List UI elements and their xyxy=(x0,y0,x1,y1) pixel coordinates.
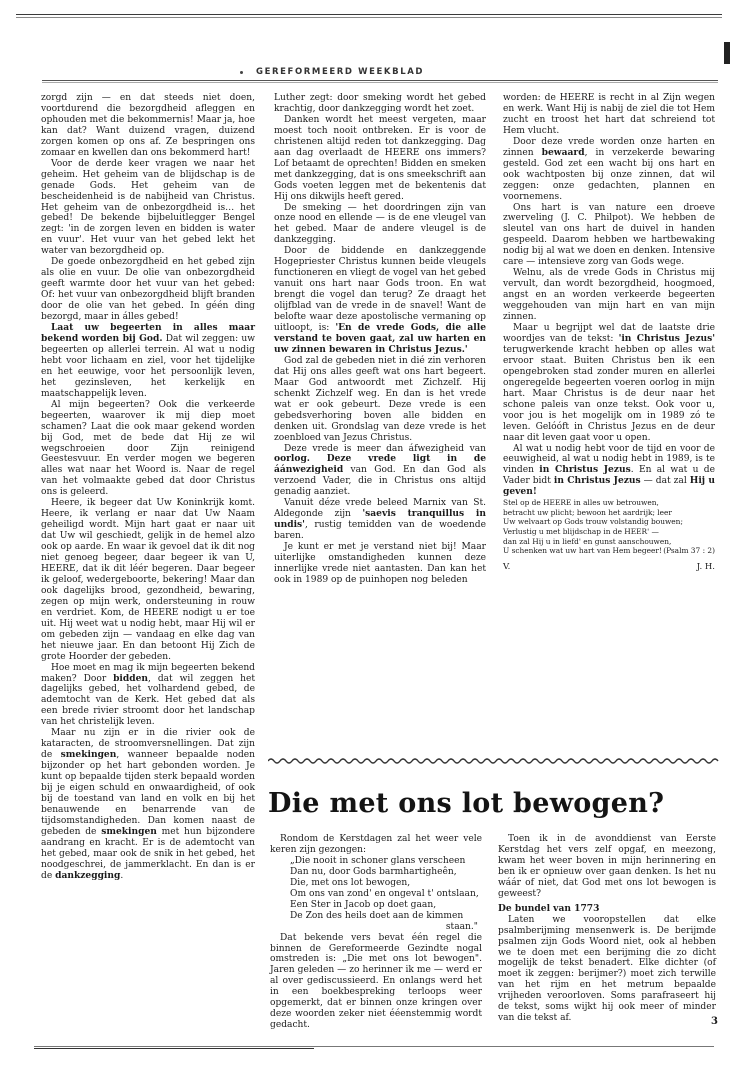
article-title: Die met ons lot bewogen? xyxy=(268,788,665,819)
text-run: met hun bijzondere aandrang en kracht. Er is de ademtocht van het gebed, maar ook de snik in het gebed, het noodgeschrei, de jammerklacht. En dan is er de xyxy=(41,826,255,881)
paragraph: Luther zegt: door smeking wordt het gebed krachtig, door dankzegging wordt het zoet. xyxy=(274,93,486,114)
paragraph xyxy=(274,246,486,356)
paragraph xyxy=(274,498,486,542)
paragraph xyxy=(274,444,486,499)
paragraph: Je kunt er met je verstand niet bij! Maar uiterlijke omstandigheden kunnen deze innerlijke vrede niet aantasten. Dan kan het ook in 1989 op de puinhopen nog beleden xyxy=(274,542,486,585)
bold-phrase: smekingen xyxy=(60,749,117,761)
paragraph: Voor de derde keer vragen we naar het geheim. Het geheim van de blijdschap is de genade Gods. Het geheim van de bescheidenheid is de nabijheid van Christus. Het geheim van de onbezorgdheid is… het gebed! De bekende bijbeluitlegger Bengel zegt: 'in de zorgen leven en bidden is water en vuur'. Het vuur van het gebed lekt het water van bezorgdheid op. xyxy=(41,158,255,257)
page-number: 3 xyxy=(711,1016,718,1027)
text-run: Maar nu zijn er in die rivier ook de kataracten, de stroomversnellingen. Dat zijn de xyxy=(41,728,255,761)
text-run: . En al wat u de Vader bidt xyxy=(503,465,716,487)
running-header: GEREFORMEERD WEEKBLAD xyxy=(256,67,425,77)
bold-phrase: in Christus Jezus xyxy=(539,464,631,476)
paragraph: Welnu, als de vrede Gods in Christus mij vervult, dan wordt bezorgdheid, hoogmoed, angst en an worden verkeerde begeerten weggehouden van mijn hart en van mijn zinnen. xyxy=(503,268,715,323)
paragraph: worden: de HEERE is recht in al Zijn wegen en werk. Want Hij is nabij de ziel die tot Hem zucht en troost het hart dat schreiend tot Hem vlucht. xyxy=(503,93,715,136)
section-subheading: De bundel van 1773 xyxy=(498,902,600,914)
poem-line: Verlustig u met blijdschap in de HEER' — xyxy=(503,527,659,537)
bold-phrase: dankzegging xyxy=(55,869,121,881)
paragraph xyxy=(503,444,715,499)
text-run: Hoe moet en mag ik mijn begeerten bekend maken? Door xyxy=(41,662,255,684)
column-3 xyxy=(503,93,715,573)
bold-phrase: 'in Christus Jezus' xyxy=(618,332,715,344)
signature-row xyxy=(503,562,715,573)
paragraph: Ons hart is van nature een droeve zwerveling (J. C. Philpot). We hebben de sleutel van ons hart de duivel in handen gespeeld. Daarom hebben we hartbewaking nodig bij al wat we doen en denken. Intensive care — intensieve zorg van Gods wege. xyxy=(503,202,715,268)
paragraph: De goede onbezorgdheid en het gebed zijn als olie en vuur. De olie van onbezorgdheid geeft warmte door het vuur van het gebed: Of: het vuur van onbezorgdheid blijft branden door de olie van het gebed. In géén ding bezorgd, maar in álles gebed! xyxy=(41,257,255,323)
article2-column-2 xyxy=(498,834,716,1024)
text-run: Door deze vrede worden onze harten en zinnen xyxy=(503,136,715,158)
text-run: , rustig temidden van de woedende baren. xyxy=(274,520,486,542)
wavy-divider xyxy=(268,757,720,765)
verse-line: „Die nooit in schoner glans verscheen xyxy=(290,855,466,866)
bold-phrase: oorlog. Deze vrede ligt in de áánwezigheid xyxy=(274,453,486,476)
text-run: . xyxy=(120,870,124,881)
paragraph xyxy=(41,663,255,729)
bold-phrase: bidden xyxy=(113,672,149,684)
paragraph: zorgd zijn — en dat steeds niet doen, voortdurend die bezorgdheid afleggen en ophouden met die bekommernis! Maar ja, hoe kan dat? Want duizend vragen, duizend zorgen komen op ons af. Ze bespringen ons zomaar en kwellen dan ons bekommerd hart! xyxy=(41,93,255,158)
bold-phrase: 'saevis tranquillus in undis' xyxy=(274,508,486,531)
header-dot xyxy=(240,71,243,74)
scan-corner-mark xyxy=(724,42,730,64)
text-run: Al wat u nodig hebt voor de tijd en voor de eeuwigheid, al wat u nodig hebt in 1989, is te vinden xyxy=(503,443,715,476)
paragraph: Laten we vooropstellen dat elke psalmberijming mensenwerk is. De berijmde psalmen zijn Gods Woord niet, ook al hebben we te doen met een berijming die zo dicht mogelijk de tekst benadert. Elke dichter (of moet ik zeggen: berijmer?) moet zich terwille van het rijm en het metrum bepaalde vrijheden veroorloven. Soms parafraseert hij de tekst, soms wijkt hij ook meer of minder van die tekst af. xyxy=(498,914,716,1024)
text-run: van God. En dan God als verzoend Vader, die in Christus ons altijd genadig aanziet. xyxy=(274,465,486,498)
article2-column-1 xyxy=(270,834,482,1031)
scan-edge-line-2 xyxy=(16,17,722,18)
text-run: , wanneer bepaalde noden bijzonder op het hart gebonden worden. Je kunt op bepaalde tijden sterk bepaald worden bij je eigen schuld en onwaardigheid, of ook bij de toestand van land en volk en bij het benauwende en benarrende van de tijdsomstandigheden. Dan komen naast de gebeden de xyxy=(41,750,256,837)
paragraph xyxy=(41,728,255,881)
paragraph: De smeking — het doordringen zijn van onze nood en ellende — is de ene vleugel van het gebed. Maar de andere vleugel is de dankzegging. xyxy=(274,202,486,246)
bold-phrase: 'En de vrede Gods, die alle verstand te boven gaat, zal uw harten en uw zinnen bewaren in Christus Jezus.' xyxy=(274,322,486,355)
verse-line: Een Ster in Jacob op doet gaan, xyxy=(290,899,437,910)
hymn-quote xyxy=(270,856,482,933)
text-run: Deze vrede is meer dan áfwezigheid van xyxy=(284,443,486,454)
paragraph: Toen ik in de avonddienst van Eerste Kerstdag het vers zelf opgaf, en meezong, kwam het weer boven in mijn herinnering en ben ik er opnieuw over gaan denken. Is het nu wáár of niet, dat God met ons lot bewogen is geweest? xyxy=(498,834,716,899)
paragraph: Al mijn begeerten? Ook die verkeerde begeerten, waarover ik mij diep moet schamen? Laat die ook maar gekend worden bij God, met de bede dat Hij ze wil wegschroeien door Zijn reinigend Geestesvuur. En verder mogen we begeren alles wat naar het Woord is. Naar de regel van het volmaakte gebed dat door Christus ons is geleerd. xyxy=(41,399,255,498)
poem-line: Stel op de HEERE in alles uw betrouwen, xyxy=(503,498,659,508)
poem-line xyxy=(503,546,715,556)
verse-line: De Zon des heils doet aan de kimmen xyxy=(290,910,464,921)
paragraph: Heere, ik begeer dat Uw Koninkrijk komt. Heere, ik verlang er naar dat Uw Naam geheiligd wordt. Mijn hart gaat er naar uit dat Uw wil geschiedt, gelijk in de hemel alzo ook op aarde. En waar ik gevoel dat ik dit nog niet genoeg begeer, daar begeer ik van U, HEERE, dat ik dit léér begeren. Daar begeer ik geloof, wedergeboorte, bekering! Maar dan ook dagelijks brood, gezondheid, bewaring, zegen op mijn werk, ondersteuning in rouw en verdriet. Kom, de HEERE nodigt u er toe uit. Hij weet wat u nodig hebt, maar Hij wil er om gebeden zijn — vandaag en elke dag van het nieuwe jaar. En dan betoont Hij Zich de grote Hoorder der gebeden. xyxy=(41,498,255,662)
poem-line-text: U schenken wat uw hart van Hem begeer! xyxy=(503,546,662,556)
signature-left: V. xyxy=(503,561,511,572)
verse-line: Dan nu, door Gods barmhartigheên, xyxy=(290,866,457,877)
psalm-quote xyxy=(503,498,715,556)
verse-line: staan." xyxy=(445,921,478,932)
text-run: Door de biddende en dankzeggende Hogepriester Christus kunnen beide vleugels functioneren en vliegt de vogel van het gebed vanuit ons hart naar Gods troon. En wat brengt die vogel dan terug? Ze draagt het olijfblad van de vrede in de snavel! Want de belofte waar deze apostolische vermaning op uitloopt, is: xyxy=(274,246,486,334)
paragraph xyxy=(503,137,715,203)
column-1 xyxy=(41,93,255,882)
paragraph: Danken wordt het meest vergeten, maar moest toch nooit ontbreken. Er is voor de christenen altijd reden tot dankzegging. Dag aan dag overlaadt de HEERE ons immers? Lof betaamt de oprechten! Bidden en smeken met dankzegging, dat is ons smeekschrift aan Gods voeten leggen met de bekentenis dat Hij ons dikwijls heeft gered. xyxy=(274,114,486,202)
text-run: Vanuit déze vrede beleed Marnix van St. Aldegonde zijn xyxy=(274,498,486,520)
header-rule-thin xyxy=(42,82,718,83)
bold-phrase: bewaard xyxy=(541,146,585,158)
bold-phrase: smekingen xyxy=(101,825,157,837)
paragraph xyxy=(503,323,715,443)
poem-line: dan zal Hij u in liefd' en gunst aanschouwen, xyxy=(503,536,672,546)
paragraph: Rondom de Kerstdagen zal het weer vele keren zijn gezongen: xyxy=(270,834,482,855)
verse-line: Om ons van zond' en ongeval t' ontslaan, xyxy=(290,888,479,899)
paragraph: God zal de gebeden niet in dié zin verhoren dat Hij ons alles geeft wat ons hart begeert. Maar God antwoordt met Zichzelf. Hij schenkt Zichzelf weg. En dan is het vrede wat er ook gebeurt. Deze vrede is een gebedsverhoring boven alle bidden en denken uit. Grondslag van deze vrede is het zoenbloed van Jezus Christus. xyxy=(274,355,486,443)
bold-phrase: in Christus Jezus xyxy=(553,475,641,487)
text-run: — dat zal xyxy=(640,476,690,487)
psalm-reference: (Psalm 37 : 2) xyxy=(663,546,715,556)
bold-phrase: Laat uw begeerten in alles maar bekend worden bij God. xyxy=(41,322,255,344)
poem-line: betracht uw plicht; bewoon het aardrijk; leer xyxy=(503,507,672,517)
bottom-rule-dark xyxy=(34,1048,314,1049)
paragraph xyxy=(41,323,255,400)
poem-line: Uw welvaart op Gods trouw volstandig bouwen; xyxy=(503,517,683,527)
text-run: Dat wil zeggen: uw begeerten op allerlei terrein. Al wat u nodig hebt voor lichaam en ziel, voor het tijdelijke en het eeuwige, voor het persoonlijk leven, het gezinsleven, het kerkelijk en maatschappelijk leven. xyxy=(41,333,255,399)
scan-edge-line xyxy=(16,14,722,15)
signature-right: J. H. xyxy=(696,561,715,572)
bottom-rule xyxy=(34,1046,714,1047)
text-run: , in verzekerde bewaring gesteld. God zet een wacht bij ons hart en ook wachtposten bij onze zinnen, dat wil zeggen: onze gedachten, plannen en voornemens. xyxy=(503,147,715,202)
paragraph: Dat bekende vers bevat één regel die binnen de Gereformeerde Gezindte nogal omstreden is: „Die met ons lot bewogen". Jaren geleden — zo herinner ik me — werd er al over gediscussieerd. En onlangs werd het in een boekbespreking terloops weer opgemerkt, dat er binnen onze kringen over deze woorden zeker niet ééenstemmig wordt gedacht. xyxy=(270,932,482,1031)
header-rule xyxy=(42,80,718,81)
bold-phrase: Hij u geven! xyxy=(503,475,715,498)
column-2 xyxy=(274,93,486,586)
text-run: terugwerkende kracht hebben op alles wat ervoor staat. Buiten Christus ben ik een opengebroken stad zonder muren en allerlei ongeregelde begeerten voeren oorlog in mijn hart. Maar Christus is de deur naar het schone paleis van onze tekst. Ook voor u, voor jou is het mogelijk om in 1989 zó te leven. Gelóóft in Christus Jezus en de deur naar dit leven gaat voor u open. xyxy=(503,344,715,443)
text-run: , dat wil zeggen het dagelijks gebed, het volhardend gebed, de ademtocht van de Kerk. Het gebed dat als een brede rivier stroomt door het landschap van het christelijk leven. xyxy=(41,673,255,728)
text-run: Maar u begrijpt wel dat de laatste drie woordjes van de tekst: xyxy=(503,323,715,344)
verse-line: Die, met ons lot bewogen, xyxy=(290,877,411,888)
